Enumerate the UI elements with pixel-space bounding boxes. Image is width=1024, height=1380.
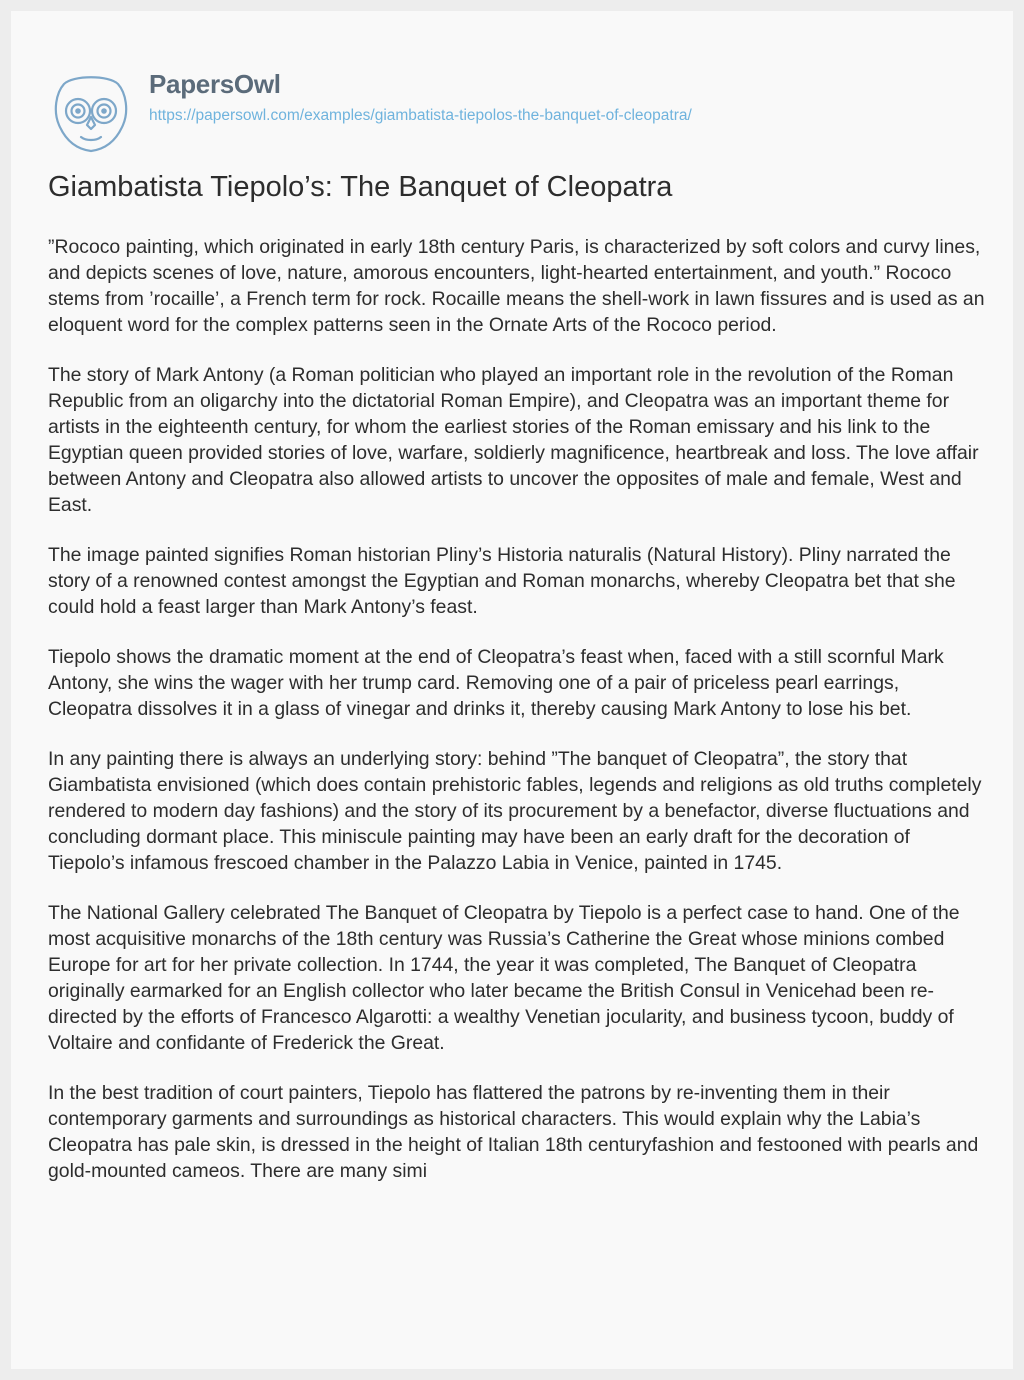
paragraph-4: Tiepolo shows the dramatic moment at the end of Cleopatra’s feast when, faced with a still scornful Mark Antony, she wins the wager with her trump card. Removing one of a pair of priceless pearl earrings, Cleopatra dissolves it in a glass of vinegar and drinks it, thereby causing Mark Antony to lose his bet.: [48, 646, 944, 720]
paragraph-1: ”Rococo painting, which originated in early 18th century Paris, is characterized by soft colors and curvy lines, and depicts scenes of love, nature, amorous encounters, light-hearted entertainment, and youth.” Rococo stems from ’rocaille’, a French term for rock. Rocaille means the shell-work in lawn fissures and is used as an eloquent word for the complex patterns seen in the Ornate Arts of the Rococo period.: [48, 236, 985, 336]
paragraph-3: The image painted signifies Roman historian Pliny’s Historia naturalis (Natural History). Pliny narrated the story of a renowned contest amongst the Egyptian and Roman monarchs, whereby Cleopatra bet that she could hold a feast larger than Mark Antony’s feast.: [48, 544, 956, 618]
article-body: [48, 234, 988, 1208]
paragraph-5: In any painting there is always an underlying story: behind ”The banquet of Cleopatra”, the story that Giambatista envisioned (which does contain prehistoric fables, legends and religions as old truths completely rendered to modern day fashions) and the story of its procurement by a benefactor, diverse fluctuations and concluding dormant place. This miniscule painting may have been an early draft for the decoration of Tiepolo’s infamous frescoed chamber in the Palazzo Labia in Venice, painted in 1745.: [48, 748, 982, 874]
page-title: Giambatista Tiepolo’s: The Banquet of Cleopatra: [48, 171, 673, 203]
owl-icon: [51, 73, 131, 153]
paragraph-2: The story of Mark Antony (a Roman politician who played an important role in the revolution of the Roman Republic from an oligarchy into the dictatorial Roman Empire), and Cleopatra was an important theme for artists in the eighteenth century, for whom the earliest stories of the Roman emissary and his link to the Egyptian queen provided stories of love, warfare, soldierly magnificence, heartbreak and loss. The love affair between Antony and Cleopatra also allowed artists to uncover the opposites of male and female, West and East.: [48, 364, 979, 516]
paragraph-6: The National Gallery celebrated The Banquet of Cleopatra by Tiepolo is a perfect case to hand. One of the most acquisitive monarchs of the 18th century was Russia’s Catherine the Great whose minions combed Europe for art for her private collection. In 1744, the year it was completed, The Banquet of Cleopatra originally earmarked for an English collector who later became the British Consul in Venicehad been re-directed by the efforts of Francesco Algarotti: a wealthy Venetian jocularity, and business tycoon, buddy of Voltaire and confidante of Frederick the Great.: [48, 902, 960, 1054]
page: [11, 11, 1013, 1369]
source-url-link[interactable]: https://papersowl.com/examples/giambatista-tiepolos-the-banquet-of-cleopatra/: [149, 107, 692, 124]
paragraph-7: In the best tradition of court painters, Tiepolo has flattered the patrons by re-inventing them in their contemporary garments and surroundings as historical characters. This would explain why the Labia’s Cleopatra has pale skin, is dressed in the height of Italian 18th centuryfashion and festooned with pearls and gold-mounted cameos. There are many simi: [48, 1082, 979, 1182]
brand-name[interactable]: PapersOwl: [149, 69, 281, 99]
